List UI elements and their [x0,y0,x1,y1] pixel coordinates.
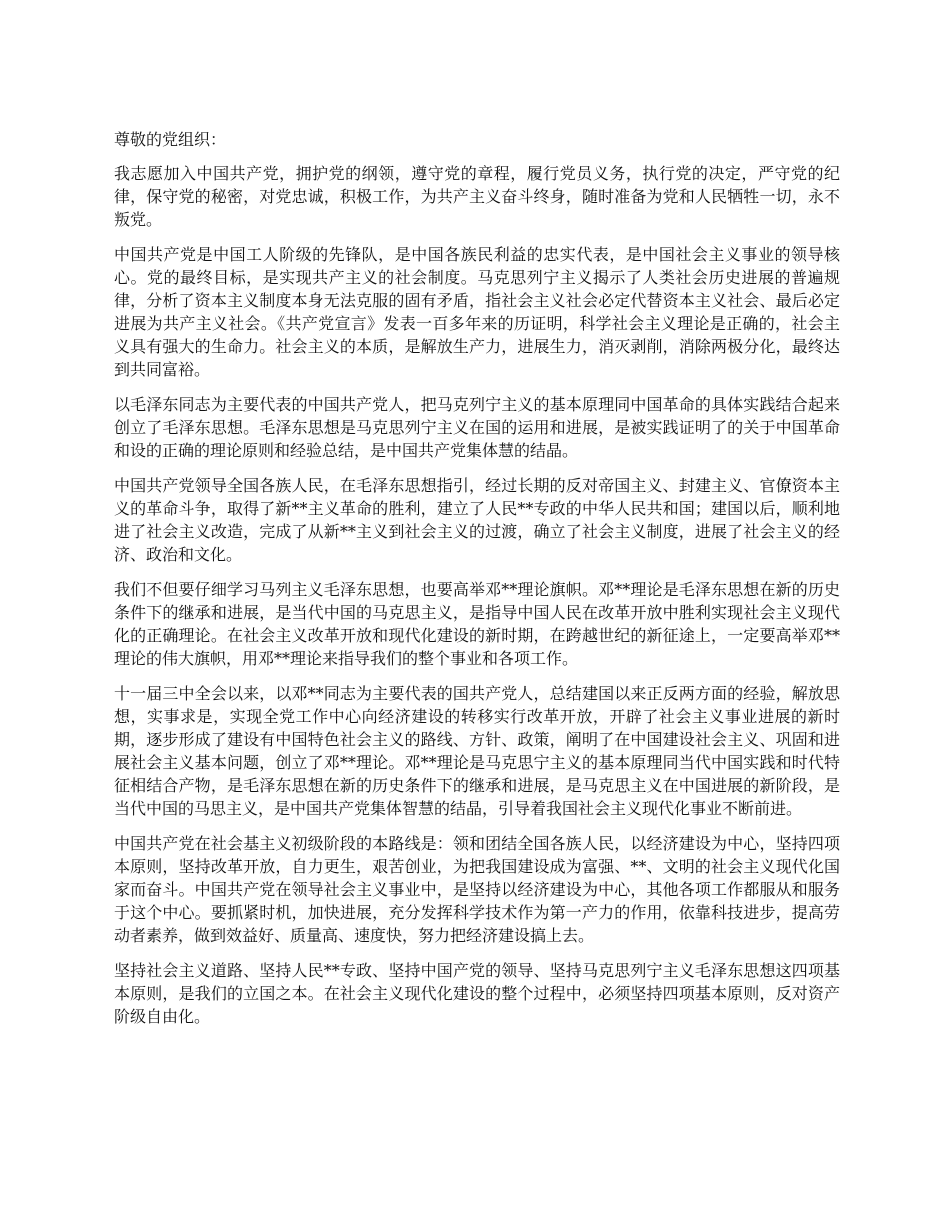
salutation: 尊敬的党组织： [114,130,227,149]
paragraph-7: 中国共产党在社会基主义初级阶段的本路线是：领和团结全国各族人民，以经济建设为中心，坚持四项本原则，坚持改革开放，自力更生，艰苦创业，为把我国建设成为富强、**、文明的社会主义现代化国家而奋斗。中国共产党在领导社会主义事业中，是坚持以经济建设为中心，其他各项工作都服从和服务于这个中心。要抓紧时机，加快进展，充分发挥科学技术作为第一产力的作用，依靠科技进步，提高劳动者素养，做到效益好、质量高、速度快，努力把经济建设搞上去。 [114,834,840,945]
letter-body [114,128,840,1040]
paragraph-6: 十一届三中全会以来，以邓**同志为主要代表的国共产党人，总结建国以来正反两方面的经验，解放思想，实事求是，实现全党工作中心向经济建设的转移实行改革开放，开辟了社会主义事业进展的新时期，逐步形成了建设有中国特色社会主义的路线、方针、政策，阐明了在中国建设社会主义、巩固和进展社会主义基本问题，创立了邓**理论。邓**理论是马克思宁主义的基本原理同当代中国实践和时代特征相结合产物，是毛泽东思想在新的历史条件下的继承和进展，是马克思主义在中国进展的新阶段，是当代中国的马思主义，是中国共产党集体智慧的结晶，引导着我国社会主义现代化事业不断前进。 [114,684,840,818]
paragraph-1: 我志愿加入中国共产党，拥护党的纲领，遵守党的章程，履行党员义务，执行党的决定，严守党的纪律，保守党的秘密，对党忠诚，积极工作，为共产主义奋斗终身，随时准备为党和人民牺牲一切，永不叛党。 [114,164,840,229]
paragraph-3: 以毛泽东同志为主要代表的中国共产党人，把马克列宁主义的基本原理同中国革命的具体实践结合起来创立了毛泽东思想。毛泽东思想是马克思列宁主义在国的运用和进展，是被实践证明了的关于中国革命和设的正确的理论原则和经验总结，是中国共产党集体慧的结晶。 [114,395,840,460]
paragraph-5: 我们不但要仔细学习马列主义毛泽东思想，也要高举邓**理论旗帜。邓**理论是毛泽东思想在新的历史条件下的继承和进展，是当代中国的马克思主义，是指导中国人民在改革开放中胜利实现社会主义现代化的正确理论。在社会主义改革开放和现代化建设的新时期，在跨越世纪的新征途上，一定要高举邓**理论的伟大旗帜，用邓**理论来指导我们的整个事业和各项工作。 [114,580,840,668]
paragraph-2: 中国共产党是中国工人阶级的先锋队，是中国各族民利益的忠实代表，是中国社会主义事业的领导核心。党的最终目标，是实现共产主义的社会制度。马克思列宁主义揭示了人类社会历史进展的普遍规律，分析了资本主义制度本身无法克服的固有矛盾，指社会主义社会必定代替资本主义社会、最后必定进展为共产主义社会。《共产党宣言》发表一百多年来的历证明，科学社会主义理论是正确的，社会主义具有强大的生命力。社会主义的本质，是解放生产力，进展生力，消灭剥削，消除两极分化，最终达到共同富裕。 [114,245,840,379]
paragraph-4: 中国共产党领导全国各族人民，在毛泽东思想指引，经过长期的反对帝国主义、封建主义、官僚资本主义的革命斗争，取得了新**主义革命的胜利，建立了人民**专政的中华人民共和国；建国以后，顺利地进了社会主义改造，完成了从新**主义到社会主义的过渡，确立了社会主义制度，进展了社会主义的经济、政治和文化。 [114,476,840,564]
paragraph-8: 坚持社会主义道路、坚持人民**专政、坚持中国产党的领导、坚持马克思列宁主义毛泽东思想这四项基本原则，是我们的立国之本。在社会主义现代化建设的整个过程中，必须坚持四项基本原则，反对资产阶级自由化。 [114,961,840,1026]
